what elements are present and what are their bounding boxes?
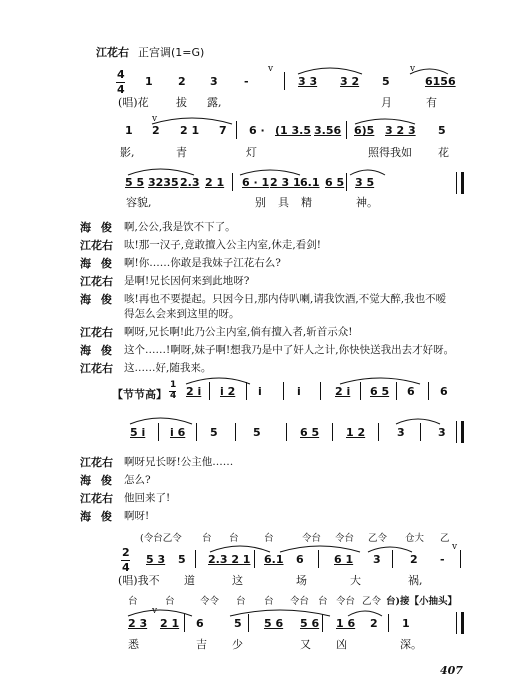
note: 2 1 [180,124,200,137]
breath-mark: v [152,114,158,124]
slur-arc [120,163,400,177]
note: 6 [196,617,204,630]
note: (1 3.5 [275,124,311,137]
lyric: 容貌, [126,196,152,209]
note: 2 1 [160,617,180,630]
lyric: 影, [120,146,135,159]
bar-line [318,550,319,568]
note: 5 3 [146,553,166,566]
note: 7 [219,124,227,137]
lyric: 花 [438,146,449,159]
lyric: 有 [426,96,437,109]
note: 3.56 [314,124,342,137]
note: 3 2 3 [385,124,416,137]
breath-mark: v [152,606,158,616]
slur-arc [290,62,450,76]
bar-line [232,173,233,191]
slur-arc [120,604,390,618]
lyric: 这 [232,574,243,587]
percussion-syllable: 令台 [290,596,310,607]
note: 3235 [148,176,179,189]
speaker-name: 江花右 [80,362,113,375]
dialogue-line: 这个……!啊呀,妹子啊!想我乃是中了奸人之计,你快快送我出去才好呀。 [124,344,455,356]
bar-line [378,423,379,441]
bar-line [332,423,333,441]
lyric: 场 [296,574,307,587]
note: 2 i [186,385,202,398]
bar-line [396,382,397,400]
note: i [297,385,301,398]
speaker-name: 海 俊 [80,293,115,306]
speaker-name: 海 俊 [80,510,115,523]
note: 2 [410,553,418,566]
bar-line [392,550,393,568]
bar-line [428,382,429,400]
dialogue-line: 怎么? [124,474,151,486]
note: 5 [210,426,218,439]
note: 5 6 [264,617,284,630]
bar-line [195,550,196,568]
note: 6 [440,385,448,398]
bar-line [184,614,185,632]
note: 2 i [335,385,351,398]
percussion-syllable: 台 [202,533,212,544]
lyric: 祸, [408,574,423,587]
percussion-syllable: 台)接【小抽头】 [386,596,457,607]
note: 3 [397,426,405,439]
bar-line [388,614,389,632]
lyric: 凶 [336,638,347,651]
bar-line [322,614,323,632]
note: 5 [234,617,242,630]
bar-line [284,72,285,90]
note: 3 5 [355,176,375,189]
double-bar-line [456,421,464,443]
speaker-name: 江花右 [80,492,113,505]
lyric: 道 [184,574,195,587]
percussion-syllable: 台 [165,596,175,607]
note: 1 [402,617,410,630]
percussion-syllable: (令台乙令 [140,533,182,544]
note: 6 1 [334,553,354,566]
percussion-syllable: 台 [128,596,138,607]
lyric: 月 [381,96,392,109]
note: 6 [407,385,415,398]
lyric: 拔 [176,96,187,109]
lyric: 深。 [400,638,422,651]
note: 2.3 [180,176,200,189]
lyric: 露, [207,96,222,109]
speaker-name: 江花右 [80,326,113,339]
dialogue-line: 啊,公公,我是饮不下了。 [124,221,236,233]
lyric: 青 [176,146,187,159]
bar-line [209,382,210,400]
lyric: 大 [350,574,361,587]
note: 5 6 [300,617,320,630]
dialogue-line: 这……好,随我来。 [124,362,212,374]
slur-arc [120,412,460,426]
note: 6.1 [264,553,284,566]
mode-label: 正宫调(1=G) [138,46,205,59]
bar-line [346,173,347,191]
bar-line [320,382,321,400]
lyric: 又 [300,638,311,651]
percussion-syllable: 乙令 [368,533,388,544]
time-signature-bottom: 4 [170,391,177,401]
time-signature-top: 1 [170,380,177,390]
bar-line [420,423,421,441]
bar-line [283,382,284,400]
percussion-syllable: 台 [264,533,274,544]
time-signature-top: 2 [122,546,130,559]
note: 3 [438,426,446,439]
double-bar-line [456,172,464,194]
lyric: 灯 [246,146,257,159]
bar-line [158,423,159,441]
note: 3 [210,75,218,88]
note: 6 [296,553,304,566]
speaker-name: 江花右 [80,239,113,252]
note: 6)5 [354,124,375,137]
lyric: 别具精 [255,196,324,209]
bar-line [360,382,361,400]
percussion-syllable: 令台 [335,533,355,544]
note: 1 6 [336,617,356,630]
speaker-name: 海 俊 [80,474,115,487]
speaker-name: 江花右 [80,275,113,288]
time-signature-bottom: 4 [117,83,125,96]
speaker-name: 海 俊 [80,257,115,270]
note: 6 · [249,124,265,137]
note: 6156 [425,75,456,88]
note: 1 [145,75,153,88]
double-bar-line [456,612,464,634]
percussion-syllable: 令台 [336,596,356,607]
note: - [440,553,445,566]
note: 5 [253,426,261,439]
percussion-syllable: 令令 [200,596,220,607]
note: 6 5 [370,385,390,398]
note: 5 [382,75,390,88]
note: 1 2 [346,426,366,439]
dialogue-line: 咳!再也不要提起。只因今日,那内侍叭喇,请我饮酒,不觉大醉,我也不嗳 [124,293,447,305]
breath-mark: v [268,64,274,74]
percussion-syllable: 台 [236,596,246,607]
lyric: 照得我如 [368,146,412,159]
note: 6 · 1 [242,176,270,189]
bar-line [286,423,287,441]
dialogue-line: 啊!你……你敢是我妹子江花右么? [124,257,281,269]
note: 5 [178,553,186,566]
percussion-syllable: 令台 [302,533,322,544]
note: 2 [178,75,186,88]
breath-mark: v [410,64,416,74]
time-signature-top: 4 [117,68,125,81]
dialogue-line: 啊呀兄长呀!公主他…… [124,456,234,468]
note: 3 3 [298,75,318,88]
bar-line [235,423,236,441]
bar-line [236,121,237,139]
dialogue-line: 是啊!兄长因何来到此地呀? [124,275,250,287]
note: 6 5 [325,176,345,189]
breath-mark: v [452,542,458,552]
note: 6.1 [300,176,320,189]
percussion-syllable: 台 [264,596,274,607]
percussion-syllable: 乙 [440,533,450,544]
note: 2 1 [205,176,225,189]
percussion-syllable: 台 [229,533,239,544]
dialogue-line: 他回来了! [124,492,171,504]
lyric: 悉 [128,638,139,651]
note: 5 5 [125,176,145,189]
dialogue-line: 啊呀! [124,510,150,522]
note: i 2 [220,385,236,398]
slur-arc [140,540,440,554]
note: 2 3 1 [270,176,301,189]
dialogue-line: 啊呀,兄长啊!此乃公主内室,倘有擅入者,斩首示众! [124,326,353,338]
bar-line [254,550,255,568]
note: 2.3 2 1 [208,553,251,566]
note: 1 [125,124,133,137]
bar-line [346,121,347,139]
page-number: 407 [440,664,463,677]
lyric: 神。 [356,196,378,209]
speaker-name: 海 俊 [80,344,115,357]
lyric: 少 [232,638,243,651]
speaker-name: 海 俊 [80,221,115,234]
bar-line [196,423,197,441]
note: i 6 [170,426,186,439]
note: 2 3 [128,617,148,630]
note: 2 [152,124,160,137]
lyric: (唱)花 [118,96,149,109]
note: - [244,75,249,88]
note: 2 [370,617,378,630]
dialogue-line: 呔!那一汉子,竟敢擅入公主内室,休走,看剑! [124,239,321,251]
character-name: 江花右 [96,46,129,59]
tune-label: 【节节高】 [112,388,167,401]
note: 3 [373,553,381,566]
percussion-syllable: 仓大 [405,533,425,544]
note: 6 5 [300,426,320,439]
time-signature-bottom: 4 [122,561,130,574]
note: 5 [438,124,446,137]
note: i [258,385,262,398]
bar-line [246,382,247,400]
note: 3 2 [340,75,360,88]
lyric: (唱)我不 [118,574,160,587]
bar-line [460,550,461,568]
note: 5 i [130,426,146,439]
dialogue-line: 得怎么会来到这里的呀。 [124,308,240,320]
speaker-name: 江花右 [80,456,113,469]
lyric: 吉 [196,638,207,651]
bar-line [248,614,249,632]
percussion-syllable: 乙令 [362,596,382,607]
percussion-syllable: 台 [318,596,328,607]
